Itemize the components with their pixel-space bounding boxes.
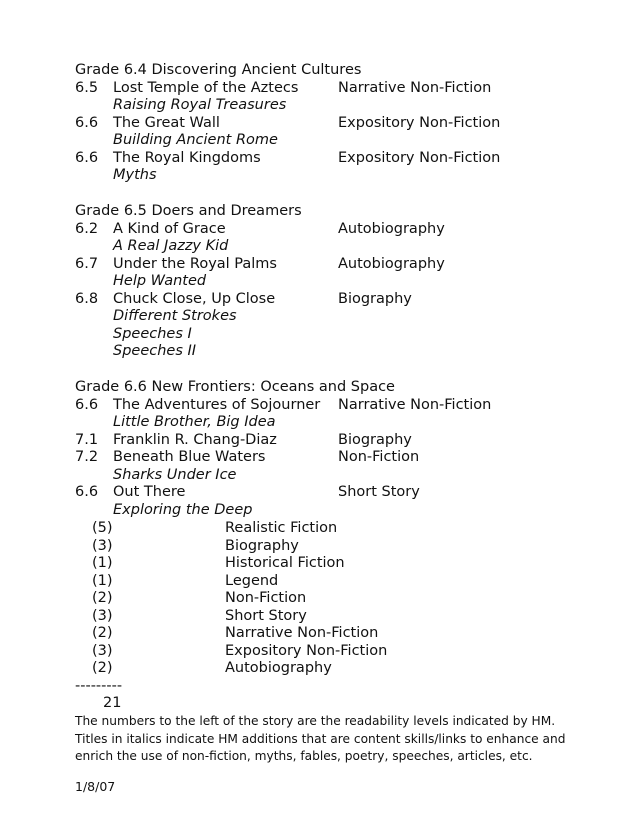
supplement-title-row (75, 466, 575, 484)
readability-level: 6.6 (75, 484, 99, 500)
genre-name: Short Story (225, 607, 307, 624)
supplement-title-row (75, 166, 575, 184)
story-row (75, 290, 575, 308)
story-title: The Royal Kingdoms (113, 149, 261, 166)
genre-count: (2) (92, 590, 113, 606)
genre-name: Legend (225, 572, 279, 589)
genre-count: (1) (92, 555, 113, 571)
supplement-title-row (75, 342, 575, 360)
supplement-title-row (75, 131, 575, 149)
genre-count-row (92, 624, 492, 642)
genre-name: Expository Non-Fiction (225, 642, 388, 659)
readability-level: 6.8 (75, 290, 99, 307)
genre-count: (3) (92, 607, 113, 624)
story-title: Under the Royal Palms (113, 255, 277, 272)
genre-count-row (92, 659, 492, 677)
story-row (75, 149, 575, 167)
genre-count-row (92, 537, 492, 555)
genre-count-row (92, 607, 492, 625)
genre-label: Biography (338, 290, 412, 307)
story-row (75, 448, 575, 466)
supplement-title-row (75, 307, 575, 325)
genre-count-row (92, 572, 492, 590)
footnote: The numbers to the left of the story are the readability levels indicated by HM. Titles in italics indicate HM additions that are content skills/links to enhance and enrich the use of non-fiction, myths, fables, poetry, speeches, articles, etc. (75, 714, 566, 763)
supplement-title: Myths (113, 167, 157, 183)
genre-label: Autobiography (338, 220, 445, 237)
story-title: A Kind of Grace (113, 220, 226, 237)
section-heading: Grade 6.5 Doers and Dreamers (75, 203, 302, 219)
total-count: 21 (103, 695, 122, 711)
readability-level: 6.2 (75, 220, 99, 237)
genre-label: Short Story (338, 484, 420, 500)
supplement-title-row (75, 272, 575, 290)
supplement-title: Raising Royal Treasures (113, 97, 287, 113)
story-title: Beneath Blue Waters (113, 449, 266, 465)
supplement-title-row (75, 325, 575, 343)
readability-level: 6.6 (75, 149, 99, 166)
story-title: Chuck Close, Up Close (113, 290, 276, 307)
readability-level: 6.5 (75, 79, 99, 96)
genre-name: Narrative Non-Fiction (225, 625, 379, 641)
supplement-title-row (75, 96, 575, 114)
document-date: 1/8/07 (75, 779, 116, 794)
divider-line: --------- (75, 678, 123, 694)
genre-count-row (92, 589, 492, 607)
section-heading: Grade 6.6 New Frontiers: Oceans and Space (75, 379, 395, 395)
supplement-title: Speeches I (113, 325, 192, 342)
genre-count: (5) (92, 520, 113, 536)
readability-level: 6.6 (75, 396, 99, 413)
story-title: Lost Temple of the Aztecs (113, 79, 299, 96)
supplement-title: Building Ancient Rome (113, 132, 278, 148)
genre-label: Narrative Non-Fiction (338, 79, 492, 96)
story-row (75, 431, 575, 449)
supplement-title-row (75, 413, 575, 431)
readability-level: 7.1 (75, 431, 99, 448)
story-row (75, 79, 575, 97)
supplement-title: Speeches II (113, 343, 197, 359)
genre-count-row (92, 554, 492, 572)
genre-name: Biography (225, 537, 299, 554)
genre-label: Non-Fiction (338, 449, 420, 465)
story-row (75, 396, 575, 414)
genre-count-row (92, 642, 492, 660)
genre-count: (3) (92, 537, 113, 554)
genre-name: Realistic Fiction (225, 520, 338, 536)
genre-name: Autobiography (225, 660, 332, 676)
story-row (75, 114, 575, 132)
supplement-title: Exploring the Deep (113, 501, 253, 518)
genre-count-row (92, 519, 492, 537)
story-title: The Great Wall (113, 114, 220, 131)
genre-name: Historical Fiction (225, 555, 345, 571)
story-row (75, 255, 575, 273)
story-title: Franklin R. Chang-Diaz (113, 431, 277, 448)
supplement-title: Different Strokes (113, 308, 237, 324)
story-row (75, 483, 575, 501)
supplement-title: Help Wanted (113, 273, 207, 289)
readability-level: 6.6 (75, 114, 99, 131)
genre-count: (2) (92, 625, 113, 641)
genre-name: Non-Fiction (225, 590, 307, 606)
genre-count: (1) (92, 572, 113, 589)
genre-count: (3) (92, 642, 113, 659)
readability-level: 6.7 (75, 255, 99, 272)
section-heading: Grade 6.4 Discovering Ancient Cultures (75, 62, 362, 78)
readability-level: 7.2 (75, 449, 99, 465)
genre-label: Narrative Non-Fiction (338, 396, 492, 413)
story-title: The Adventures of Sojourner (113, 396, 321, 413)
genre-count: (2) (92, 660, 113, 676)
supplement-title-row (75, 237, 575, 255)
genre-label: Autobiography (338, 255, 445, 272)
genre-label: Biography (338, 431, 412, 448)
supplement-title: A Real Jazzy Kid (113, 238, 229, 254)
story-title: Out There (113, 484, 186, 500)
supplement-title: Little Brother, Big Idea (113, 414, 276, 430)
genre-label: Expository Non-Fiction (338, 114, 501, 131)
supplement-title-row (75, 501, 575, 519)
story-row (75, 220, 575, 238)
supplement-title: Sharks Under Ice (113, 466, 237, 483)
genre-label: Expository Non-Fiction (338, 149, 501, 166)
